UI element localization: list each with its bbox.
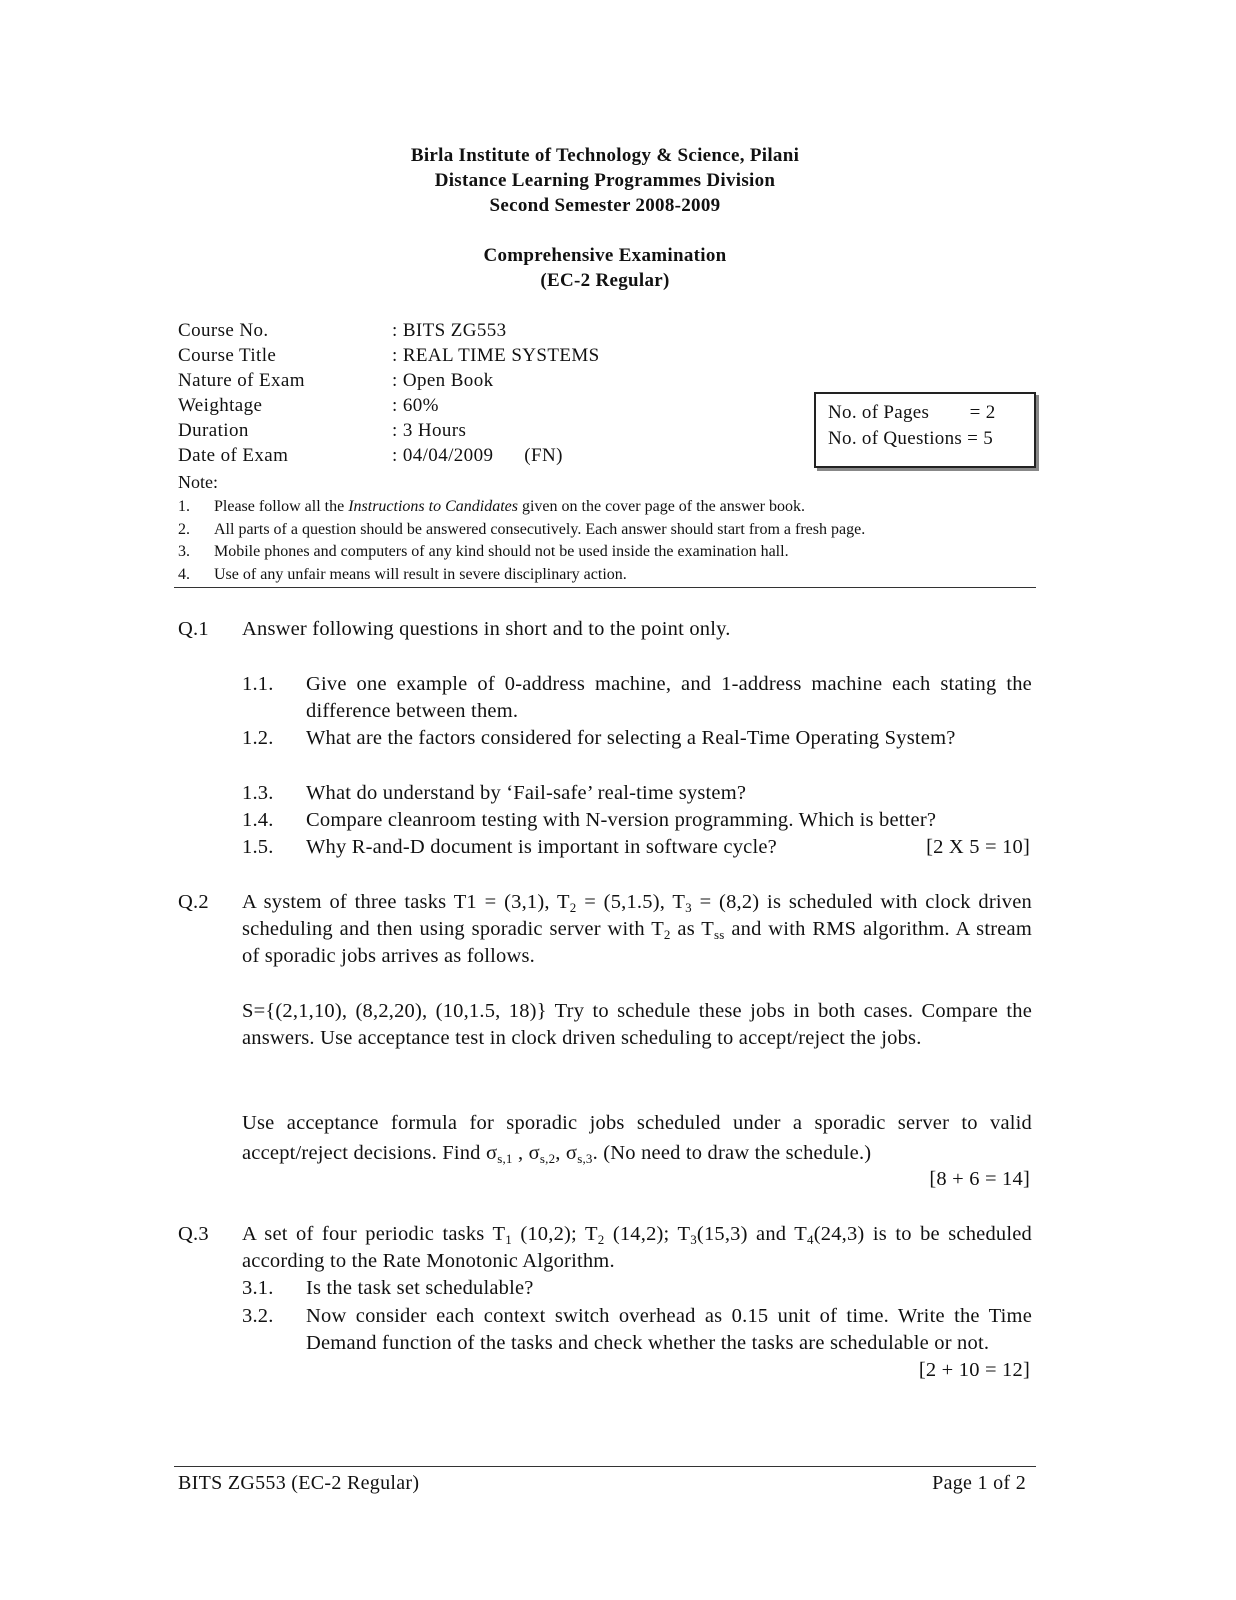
note-item: Mobile phones and computers of any kind should not be used inside the examination hall.	[214, 543, 789, 560]
institute-name: Birla Institute of Technology & Science, Pilani	[410, 145, 800, 166]
questions-count: No. of Questions = 5	[828, 428, 994, 449]
q1-sub-number: 1.2.	[242, 727, 274, 749]
q1-sub-text: Why R-and-D document is important in software cycle?	[306, 836, 777, 858]
q1-sub-text: What do understand by ‘Fail-safe’ real-time system?	[306, 782, 747, 804]
q1-marks: [2 X 5 = 10]	[926, 836, 1030, 858]
weightage-value: : 60%	[392, 395, 439, 416]
pages-count: No. of Pages = 2	[828, 402, 996, 423]
note-num: 1.	[178, 498, 190, 515]
note-item: All parts of a question should be answered consecutively. Each answer should start from a fresh page.	[214, 521, 866, 538]
note-item: Use of any unfair means will result in severe disciplinary action.	[214, 566, 627, 583]
course-no-label: Course No.	[178, 320, 269, 341]
q3-text: A set of four periodic tasks $T_1$ (10,2); $T_2$ (14,2); $T_3(15,3)$ and $T_4(24,3)$ is to be scheduled according to the Rate Monotonic Algorithm.	[242, 1223, 1032, 1272]
q3-number: Q.3	[178, 1223, 209, 1245]
course-title-value: : REAL TIME SYSTEMS	[392, 345, 600, 366]
q3-sub-number: 3.2.	[242, 1305, 274, 1327]
q2-paragraph-1: A system of three tasks T1 = (3,1), $T_2 = (5,1.5)$, $T_3 = (8,2)$ is scheduled with clock driven scheduling and then using sporadic server with $T_2$ as $T_{ss}$ and with RMS algorithm. A stream of sporadic jobs arrives as follows.	[242, 891, 1032, 967]
date-label: Date of Exam	[178, 445, 289, 466]
q1-sub-number: 1.5.	[242, 836, 274, 858]
pages-info-box	[814, 392, 1036, 468]
date-value: : 04/04/2009 (FN)	[392, 445, 563, 466]
q1-sub-number: 1.3.	[242, 782, 274, 804]
exam-type: (EC-2 Regular)	[540, 270, 670, 291]
q1-text: Answer following questions in short and to the point only.	[242, 618, 731, 640]
q2-number: Q.2	[178, 891, 209, 913]
course-no-value: : BITS ZG553	[392, 320, 507, 341]
weightage-label: Weightage	[178, 395, 263, 416]
q2-paragraph-2: S={(2,1,10), (8,2,20), (10,1.5, 18)} Try to schedule these jobs in both cases. Compare the answers. Use acceptance test in clock driven scheduling to accept/reject the jobs.	[242, 1000, 1032, 1049]
q3-sub-text: Now consider each context switch overhead as 0.15 unit of time. Write the Time Demand function of the tasks and check whether the tasks are schedulable or not.	[306, 1305, 1032, 1354]
footer-course: BITS ZG553 (EC-2 Regular)	[178, 1472, 420, 1494]
course-title-label: Course Title	[178, 345, 277, 366]
q1-sub-number: 1.4.	[242, 809, 274, 831]
exam-name: Comprehensive Examination	[483, 245, 727, 266]
page-number: Page 1 of 2	[932, 1472, 1026, 1494]
note-item: Please follow all the Instructions to Candidates given on the cover page of the answer book.	[214, 498, 805, 515]
q3-marks: [2 + 10 = 12]	[918, 1359, 1030, 1381]
nature-value: : Open Book	[392, 370, 494, 391]
note-title: Note:	[178, 472, 218, 492]
duration-label: Duration	[178, 420, 249, 441]
q1-sub-number: 1.1.	[242, 673, 274, 695]
q2-paragraph-3: Use acceptance formula for sporadic jobs scheduled under a sporadic server to valid accept/reject decisions. Find $\sigma_{s,1}$ , $\sigma_{s,2}$, $\sigma_{s,3}$. (No need to draw the schedule.)	[242, 1112, 1032, 1166]
note-num: 3.	[178, 543, 190, 560]
q3-sub-number: 3.1.	[242, 1277, 274, 1299]
notes-divider	[174, 587, 1036, 588]
q1-sub-text: Give one example of 0-address machine, and 1-address machine each stating the difference between them.	[306, 673, 1032, 722]
note-num: 4.	[178, 566, 190, 583]
note-num: 2.	[178, 521, 190, 538]
q3-sub-text: Is the task set schedulable?	[306, 1277, 534, 1299]
q1-sub-text: Compare cleanroom testing with N-version programming. Which is better?	[306, 809, 937, 831]
footer-divider	[174, 1466, 1036, 1467]
semester: Second Semester 2008-2009	[489, 195, 721, 216]
division-name: Distance Learning Programmes Division	[434, 170, 776, 191]
q1-number: Q.1	[178, 618, 209, 640]
duration-value: : 3 Hours	[392, 420, 467, 441]
nature-label: Nature of Exam	[178, 370, 305, 391]
q1-sub-text: What are the factors considered for selecting a Real-Time Operating System?	[306, 727, 956, 749]
q2-marks: [8 + 6 = 14]	[929, 1168, 1030, 1190]
